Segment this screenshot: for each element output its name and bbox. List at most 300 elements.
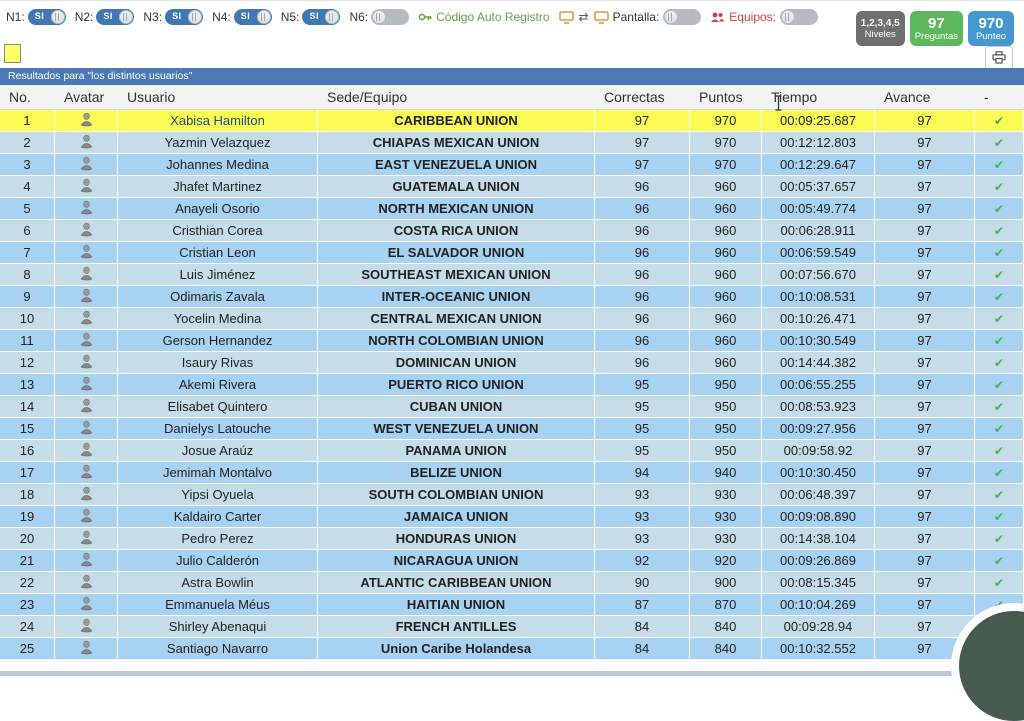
key-icon: [418, 10, 432, 24]
summary-badges: [856, 11, 1014, 46]
check-icon: ✔: [993, 510, 1005, 524]
time-cell: 00:14:44.382: [762, 352, 875, 374]
username-cell[interactable]: Gerson Hernandez: [118, 330, 318, 352]
union-cell: INTER-OCEANIC UNION: [318, 286, 595, 308]
avatar-icon: [79, 156, 94, 171]
time-cell: 00:06:48.397: [762, 484, 875, 506]
rank-cell: 6: [0, 220, 55, 242]
table-row[interactable]: [0, 572, 1024, 594]
union-cell: EL SALVADOR UNION: [318, 242, 595, 264]
level-toggle-n4[interactable]: [234, 9, 272, 25]
status-cell: [975, 286, 1024, 308]
avatar-icon: [79, 354, 94, 369]
rank-cell: 19: [0, 506, 55, 528]
check-icon: ✔: [993, 158, 1005, 172]
check-icon: ✔: [993, 532, 1005, 546]
progress-cell: 97: [875, 110, 975, 132]
correct-cell: 92: [595, 550, 690, 572]
points-cell: 970: [690, 110, 762, 132]
monitor-icon: [594, 11, 609, 24]
table-row[interactable]: [0, 440, 1024, 462]
results-header-bar: Resultados para "los distintos usuarios": [0, 68, 1024, 85]
table-row[interactable]: [0, 352, 1024, 374]
table-row[interactable]: [0, 198, 1024, 220]
correct-cell: 96: [595, 308, 690, 330]
level-control-n5: [281, 9, 341, 25]
level-label-n3: N3:: [143, 10, 163, 24]
printer-icon: [992, 51, 1006, 64]
username-cell[interactable]: Shirley Abenaqui: [118, 616, 318, 638]
points-cell: 930: [690, 484, 762, 506]
auto-register-label[interactable]: Código Auto Registro: [436, 10, 550, 24]
check-icon: ✔: [993, 290, 1005, 304]
table-row[interactable]: [0, 484, 1024, 506]
rank-cell: 9: [0, 286, 55, 308]
time-cell: 00:10:04.269: [762, 594, 875, 616]
username-cell[interactable]: Cristian Leon: [118, 242, 318, 264]
correct-cell: 96: [595, 352, 690, 374]
username-cell[interactable]: Yipsi Oyuela: [118, 484, 318, 506]
toggle-knob: [119, 10, 133, 24]
union-cell: CHIAPAS MEXICAN UNION: [318, 132, 595, 154]
check-icon: ✔: [993, 268, 1005, 282]
rank-cell: 5: [0, 198, 55, 220]
union-cell: PANAMA UNION: [318, 440, 595, 462]
progress-cell: 97: [875, 154, 975, 176]
avatar-cell: [55, 308, 118, 330]
avatar-cell: [55, 154, 118, 176]
avatar-cell: [55, 286, 118, 308]
check-icon: ✔: [993, 466, 1005, 480]
username-cell[interactable]: Jemimah Montalvo: [118, 462, 318, 484]
rank-cell: 16: [0, 440, 55, 462]
monitor-icon: [559, 11, 574, 24]
check-icon: ✔: [993, 598, 1005, 612]
table-row[interactable]: [0, 616, 1024, 638]
column-header-tiempo[interactable]: Tiempo: [762, 85, 875, 110]
badge-value: 970: [978, 15, 1004, 32]
table-row[interactable]: [0, 374, 1024, 396]
points-cell: 960: [690, 264, 762, 286]
username-cell[interactable]: Elisabet Quintero: [118, 396, 318, 418]
progress-cell: 97: [875, 286, 975, 308]
union-cell: WEST VENEZUELA UNION: [318, 418, 595, 440]
column-header-avance[interactable]: Avance: [875, 85, 975, 110]
level-toggle-n1[interactable]: [28, 9, 66, 25]
time-cell: 00:10:32.552: [762, 638, 875, 660]
table-row[interactable]: [0, 528, 1024, 550]
results-table: [0, 85, 1024, 660]
teams-toggle[interactable]: [780, 9, 818, 25]
points-cell: 920: [690, 550, 762, 572]
rank-cell: 10: [0, 308, 55, 330]
column-header-sede-equipo[interactable]: Sede/Equipo: [318, 85, 595, 110]
level-label-n6: N6:: [349, 10, 369, 24]
level-control-n3: [143, 9, 203, 25]
time-cell: 00:09:08.890: [762, 506, 875, 528]
time-cell: 00:05:49.774: [762, 198, 875, 220]
union-cell: NICARAGUA UNION: [318, 550, 595, 572]
avatar-cell: [55, 484, 118, 506]
badge-preguntas[interactable]: [910, 11, 963, 46]
points-cell: 950: [690, 396, 762, 418]
union-cell: Union Caribe Holandesa: [318, 638, 595, 660]
screen-control: [559, 9, 702, 25]
avatar-icon: [79, 552, 94, 567]
correct-cell: 96: [595, 264, 690, 286]
username-cell[interactable]: Emmanuela Méus: [118, 594, 318, 616]
column-header-no-[interactable]: No.: [0, 85, 55, 110]
time-cell: 00:09:27.956: [762, 418, 875, 440]
avatar-cell: [55, 330, 118, 352]
correct-cell: 96: [595, 242, 690, 264]
check-icon: ✔: [993, 378, 1005, 392]
screen-label: Pantalla:: [612, 10, 660, 24]
rank-cell: 11: [0, 330, 55, 352]
table-row[interactable]: [0, 418, 1024, 440]
level-toggles-group: [6, 9, 409, 25]
level-control-n4: [212, 9, 272, 25]
column-header-usuario[interactable]: Usuario: [118, 85, 318, 110]
status-cell: [975, 132, 1024, 154]
table-row[interactable]: [0, 506, 1024, 528]
avatar-icon: [79, 332, 94, 347]
level-toggle-n5[interactable]: [302, 9, 340, 25]
username-cell[interactable]: Akemi Rivera: [118, 374, 318, 396]
union-cell: EAST VENEZUELA UNION: [318, 154, 595, 176]
progress-cell: 97: [875, 506, 975, 528]
avatar-icon: [79, 640, 94, 655]
username-cell[interactable]: Cristhian Corea: [118, 220, 318, 242]
avatar-cell: [55, 264, 118, 286]
username-cell[interactable]: Yazmin Velazquez: [118, 132, 318, 154]
progress-cell: 97: [875, 440, 975, 462]
status-cell: [975, 528, 1024, 550]
time-cell: 00:05:37.657: [762, 176, 875, 198]
column-header--[interactable]: -: [975, 85, 1024, 110]
username-cell[interactable]: Pedro Perez: [118, 528, 318, 550]
level-control-n1: [6, 9, 66, 25]
toggle-knob: [188, 10, 202, 24]
correct-cell: 96: [595, 176, 690, 198]
username-cell[interactable]: Kaldairo Carter: [118, 506, 318, 528]
avatar-icon: [79, 244, 94, 259]
rank-cell: 17: [0, 462, 55, 484]
progress-cell: 97: [875, 616, 975, 638]
screen-toggle[interactable]: [663, 9, 701, 25]
username-cell[interactable]: Luis Jiménez: [118, 264, 318, 286]
rank-cell: 8: [0, 264, 55, 286]
union-cell: NORTH MEXICAN UNION: [318, 198, 595, 220]
time-cell: 00:09:26.869: [762, 550, 875, 572]
union-cell: GUATEMALA UNION: [318, 176, 595, 198]
progress-cell: 97: [875, 176, 975, 198]
avatar-icon: [79, 420, 94, 435]
correct-cell: 94: [595, 462, 690, 484]
points-cell: 840: [690, 616, 762, 638]
correct-cell: 87: [595, 594, 690, 616]
badge-niveles[interactable]: [856, 11, 905, 46]
union-cell: NORTH COLOMBIAN UNION: [318, 330, 595, 352]
rank-cell: 18: [0, 484, 55, 506]
avatar-cell: [55, 594, 118, 616]
progress-cell: 97: [875, 550, 975, 572]
avatar-icon: [79, 618, 94, 633]
avatar-icon: [79, 574, 94, 589]
avatar-cell: [55, 198, 118, 220]
check-icon: ✔: [993, 422, 1005, 436]
points-cell: 950: [690, 440, 762, 462]
table-row[interactable]: [0, 132, 1024, 154]
progress-cell: 97: [875, 374, 975, 396]
toggle-on-text: SI: [240, 11, 251, 21]
table-row[interactable]: [0, 176, 1024, 198]
toggle-knob: [325, 10, 339, 24]
avatar-icon: [79, 486, 94, 501]
avatar-cell: [55, 374, 118, 396]
union-cell: SOUTHEAST MEXICAN UNION: [318, 264, 595, 286]
status-cell: [975, 154, 1024, 176]
username-cell[interactable]: Anayeli Osorio: [118, 198, 318, 220]
toggle-knob: [257, 10, 271, 24]
check-icon: ✔: [993, 576, 1005, 590]
table-row[interactable]: [0, 462, 1024, 484]
progress-cell: 97: [875, 352, 975, 374]
level-label-n1: N1:: [6, 10, 25, 24]
username-cell[interactable]: Julio Calderón: [118, 550, 318, 572]
avatar-cell: [55, 550, 118, 572]
correct-cell: 95: [595, 374, 690, 396]
badge-value: 97: [928, 15, 945, 32]
username-cell[interactable]: Santiago Navarro: [118, 638, 318, 660]
username-cell[interactable]: Jhafet Martinez: [118, 176, 318, 198]
table-row[interactable]: [0, 286, 1024, 308]
correct-cell: 96: [595, 330, 690, 352]
time-cell: 00:06:55.255: [762, 374, 875, 396]
check-icon: ✔: [993, 114, 1005, 128]
status-cell: [975, 198, 1024, 220]
toggle-on-text: SI: [172, 11, 182, 21]
auto-register-control[interactable]: [418, 10, 549, 24]
column-header-puntos[interactable]: Puntos: [690, 85, 762, 110]
status-cell: [975, 176, 1024, 198]
username-cell[interactable]: Danielys Latouche: [118, 418, 318, 440]
points-cell: 960: [690, 330, 762, 352]
username-cell[interactable]: Isaury Rivas: [118, 352, 318, 374]
table-row[interactable]: [0, 220, 1024, 242]
points-cell: 930: [690, 506, 762, 528]
table-row[interactable]: [0, 550, 1024, 572]
print-button[interactable]: [985, 46, 1013, 69]
progress-cell: 97: [875, 308, 975, 330]
points-cell: 960: [690, 198, 762, 220]
correct-cell: 97: [595, 154, 690, 176]
time-cell: 00:10:30.450: [762, 462, 875, 484]
progress-cell: 97: [875, 594, 975, 616]
correct-cell: 95: [595, 440, 690, 462]
check-icon: ✔: [993, 246, 1005, 260]
time-cell: 00:09:58.92: [762, 440, 875, 462]
avatar-cell: [55, 418, 118, 440]
table-row[interactable]: [0, 638, 1024, 660]
progress-cell: 97: [875, 242, 975, 264]
correct-cell: 97: [595, 110, 690, 132]
badge-label: Niveles: [864, 28, 896, 40]
progress-cell: 97: [875, 462, 975, 484]
avatar-cell: [55, 572, 118, 594]
progress-cell: 97: [875, 198, 975, 220]
points-cell: 950: [690, 374, 762, 396]
rank-cell: 24: [0, 616, 55, 638]
username-cell[interactable]: Yocelin Medina: [118, 308, 318, 330]
points-cell: 840: [690, 638, 762, 660]
badge-label: Preguntas: [914, 31, 958, 43]
points-cell: 970: [690, 154, 762, 176]
avatar-icon: [79, 442, 94, 457]
status-cell: [975, 550, 1024, 572]
union-cell: BELIZE UNION: [318, 462, 595, 484]
table-row[interactable]: [0, 330, 1024, 352]
username-cell[interactable]: Josue Araúz: [118, 440, 318, 462]
points-cell: 960: [690, 286, 762, 308]
progress-cell: 97: [875, 528, 975, 550]
level-toggle-n3[interactable]: [165, 9, 203, 25]
avatar-cell: [55, 506, 118, 528]
badge-punteo[interactable]: [968, 11, 1014, 46]
column-header-correctas[interactable]: Correctas: [595, 85, 690, 110]
level-toggle-n2[interactable]: [96, 9, 134, 25]
time-cell: 00:08:15.345: [762, 572, 875, 594]
union-cell: CARIBBEAN UNION: [318, 110, 595, 132]
points-cell: 960: [690, 352, 762, 374]
username-cell[interactable]: Odimaris Zavala: [118, 286, 318, 308]
union-cell: HONDURAS UNION: [318, 528, 595, 550]
rank-cell: 4: [0, 176, 55, 198]
rank-cell: 13: [0, 374, 55, 396]
check-icon: ✔: [993, 312, 1005, 326]
avatar-icon: [79, 134, 94, 149]
progress-cell: 97: [875, 484, 975, 506]
table-row[interactable]: [0, 308, 1024, 330]
correct-cell: 95: [595, 418, 690, 440]
table-header-row: [0, 85, 1024, 110]
correct-cell: 90: [595, 572, 690, 594]
correct-cell: 93: [595, 528, 690, 550]
table-row[interactable]: [0, 110, 1024, 132]
points-cell: 940: [690, 462, 762, 484]
points-cell: 960: [690, 220, 762, 242]
toggle-knob: [664, 10, 678, 24]
points-cell: 870: [690, 594, 762, 616]
avatar-cell: [55, 110, 118, 132]
check-icon: ✔: [993, 444, 1005, 458]
username-cell[interactable]: Xabisa Hamilton: [118, 110, 318, 132]
rank-cell: 22: [0, 572, 55, 594]
progress-cell: 97: [875, 418, 975, 440]
union-cell: FRENCH ANTILLES: [318, 616, 595, 638]
correct-cell: 84: [595, 638, 690, 660]
rank-cell: 1: [0, 110, 55, 132]
progress-cell: 97: [875, 220, 975, 242]
time-cell: 00:14:38.104: [762, 528, 875, 550]
avatar-icon: [79, 200, 94, 215]
table-row[interactable]: [0, 264, 1024, 286]
table-row[interactable]: [0, 396, 1024, 418]
status-cell: [975, 352, 1024, 374]
correct-cell: 95: [595, 396, 690, 418]
check-icon: ✔: [993, 202, 1005, 216]
avatar-cell: [55, 132, 118, 154]
check-icon: ✔: [993, 554, 1005, 568]
avatar-icon: [79, 112, 94, 127]
union-cell: DOMINICAN UNION: [318, 352, 595, 374]
check-icon: ✔: [993, 400, 1005, 414]
highlight-color-swatch[interactable]: [4, 44, 21, 63]
status-cell: [975, 506, 1024, 528]
toggle-knob: [372, 10, 386, 24]
correct-cell: 84: [595, 616, 690, 638]
table-row[interactable]: [0, 154, 1024, 176]
level-label-n4: N4:: [212, 10, 231, 24]
status-cell: [975, 572, 1024, 594]
status-cell: [975, 264, 1024, 286]
rank-cell: 21: [0, 550, 55, 572]
correct-cell: 96: [595, 286, 690, 308]
toggle-knob: [781, 10, 795, 24]
correct-cell: 96: [595, 198, 690, 220]
time-cell: 00:10:08.531: [762, 286, 875, 308]
check-icon: ✔: [993, 334, 1005, 348]
check-icon: ✔: [993, 136, 1005, 150]
level-toggle-n6[interactable]: [371, 9, 409, 25]
table-row[interactable]: [0, 594, 1024, 616]
points-cell: 930: [690, 528, 762, 550]
status-cell: [975, 418, 1024, 440]
level-label-n2: N2:: [74, 10, 94, 24]
level-label-n5: N5:: [280, 10, 300, 24]
rank-cell: 14: [0, 396, 55, 418]
avatar-icon: [79, 530, 94, 545]
avatar-cell: [55, 242, 118, 264]
username-cell[interactable]: Astra Bowlin: [118, 572, 318, 594]
time-cell: 00:07:56.670: [762, 264, 875, 286]
avatar-cell: [55, 440, 118, 462]
correct-cell: 93: [595, 506, 690, 528]
time-cell: 00:12:29.647: [762, 154, 875, 176]
status-cell: [975, 374, 1024, 396]
username-cell[interactable]: Johannes Medina: [118, 154, 318, 176]
avatar-cell: [55, 528, 118, 550]
time-cell: 00:09:28.94: [762, 616, 875, 638]
status-cell: [975, 242, 1024, 264]
table-row[interactable]: [0, 242, 1024, 264]
rank-cell: 15: [0, 418, 55, 440]
text-cursor-icon: [774, 95, 783, 116]
level-control-n6: [349, 9, 409, 25]
progress-cell: 97: [875, 572, 975, 594]
badge-label: Punteo: [975, 31, 1007, 43]
rank-cell: 12: [0, 352, 55, 374]
swap-arrows-icon: ⇄: [578, 10, 589, 24]
points-cell: 950: [690, 418, 762, 440]
union-cell: COSTA RICA UNION: [318, 220, 595, 242]
column-header-avatar[interactable]: Avatar: [55, 85, 118, 110]
rank-cell: 23: [0, 594, 55, 616]
time-cell: 00:06:59.549: [762, 242, 875, 264]
correct-cell: 97: [595, 132, 690, 154]
union-cell: PUERTO RICO UNION: [318, 374, 595, 396]
time-cell: 00:08:53.923: [762, 396, 875, 418]
